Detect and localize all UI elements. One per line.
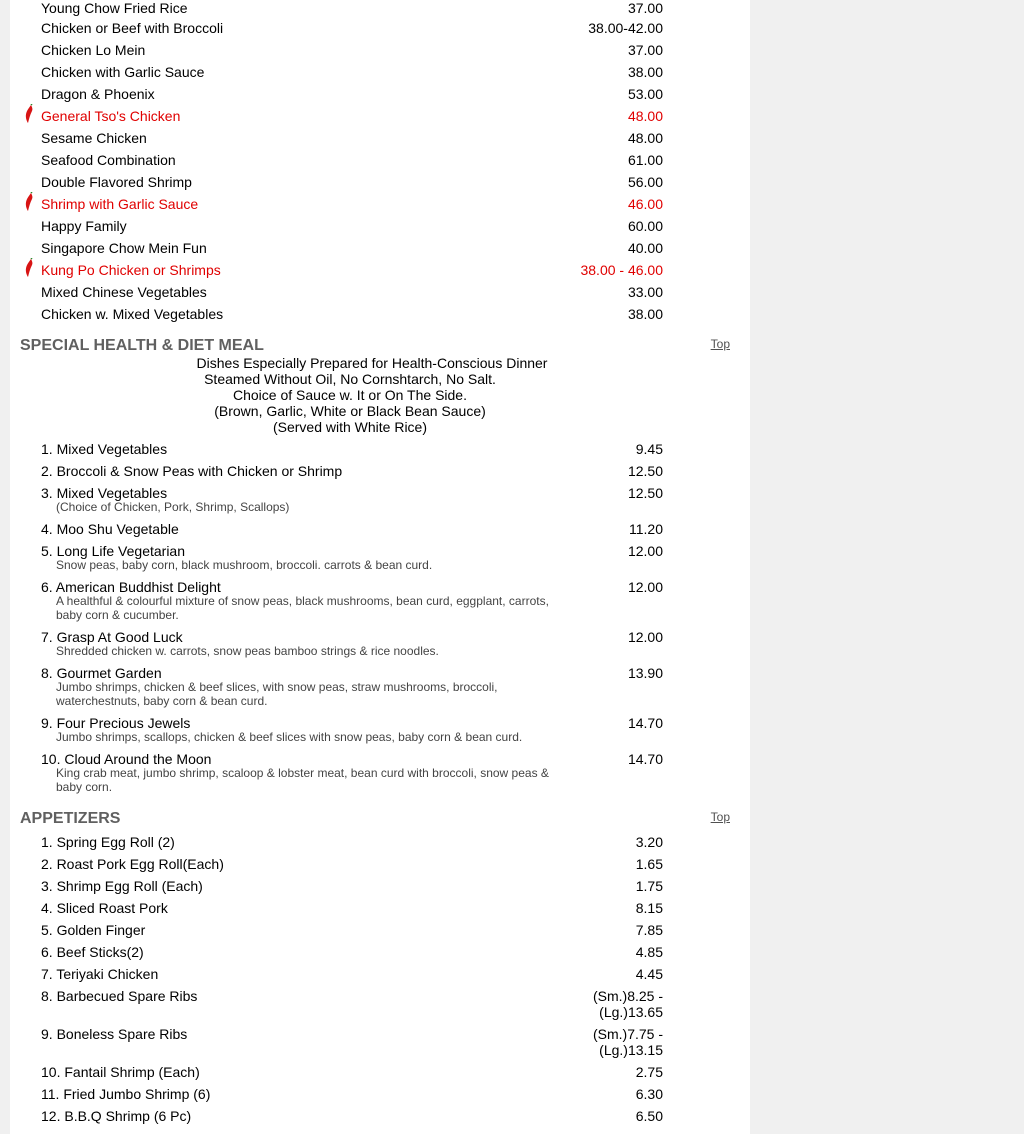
top-link[interactable]: Top <box>710 337 730 351</box>
item-price: 12.00 <box>627 629 663 645</box>
item-description: Jumbo shrimps, chicken & beef slices, with snow peas, straw mushrooms, broccoli, waterchestnuts, baby corn & bean curd. <box>56 680 498 708</box>
item-price: 12.00 <box>627 543 663 559</box>
item-name: 2. Broccoli & Snow Peas with Chicken or Shrimp <box>41 463 343 479</box>
item-name: 9. Four Precious Jewels <box>41 715 191 731</box>
intro-line: Choice of Sauce w. It or On The Side. <box>233 387 467 403</box>
item-description: A healthful & colourful mixture of snow peas, black mushrooms, bean curd, eggplant, carrots, baby corn & cucumber. <box>56 594 549 622</box>
item-name: 3. Shrimp Egg Roll (Each) <box>41 878 203 894</box>
item-name: Chicken w. Mixed Vegetables <box>41 306 224 322</box>
item-name: 6. American Buddhist Delight <box>41 579 221 595</box>
item-name: 5. Golden Finger <box>41 922 146 938</box>
item-price: 46.00 <box>627 196 663 212</box>
item-price: 60.00 <box>627 218 663 234</box>
item-name: 7. Teriyaki Chicken <box>41 966 159 982</box>
item-description: Shredded chicken w. carrots, snow peas bamboo strings & rice noodles. <box>56 644 439 658</box>
item-name: Chicken Lo Mein <box>41 42 146 58</box>
item-price: 6.30 <box>635 1086 663 1102</box>
item-price: 37.00 <box>627 42 663 58</box>
item-price: 11.20 <box>629 521 663 537</box>
item-name: 4. Sliced Roast Pork <box>41 900 168 916</box>
item-name: 10. Cloud Around the Moon <box>41 751 212 767</box>
chili-pepper-icon <box>22 104 36 124</box>
section-title-health: SPECIAL HEALTH & DIET MEAL <box>20 337 264 354</box>
item-price: 8.15 <box>635 900 663 916</box>
item-name: 2. Roast Pork Egg Roll(Each) <box>41 856 224 872</box>
item-name: 6. Beef Sticks(2) <box>41 944 144 960</box>
item-price: 40.00 <box>627 240 663 256</box>
item-name: Kung Po Chicken or Shrimps <box>41 262 221 278</box>
item-name: Double Flavored Shrimp <box>41 174 192 190</box>
item-price: 14.70 <box>627 715 663 731</box>
section-title-appetizers: APPETIZERS <box>20 810 121 827</box>
item-name: 1. Mixed Vegetables <box>41 441 168 457</box>
item-price: 4.85 <box>635 944 663 960</box>
item-name: 5. Long Life Vegetarian <box>41 543 186 559</box>
item-name: Chicken with Garlic Sauce <box>41 64 205 80</box>
item-price: 33.00 <box>627 284 663 300</box>
top-link[interactable]: Top <box>710 810 730 824</box>
item-price: 61.00 <box>627 152 663 168</box>
item-description: Jumbo shrimps, scallops, chicken & beef slices with snow peas, baby corn & bean curd. <box>56 730 523 744</box>
item-description: (Choice of Chicken, Pork, Shrimp, Scallops) <box>56 500 290 514</box>
item-price: 1.75 <box>635 878 663 894</box>
item-price: 1.65 <box>635 856 663 872</box>
item-name: Young Chow Fried Rice <box>41 0 188 16</box>
item-name: 12. B.B.Q Shrimp (6 Pc) <box>41 1108 192 1124</box>
item-name: Mixed Chinese Vegetables <box>41 284 207 300</box>
item-price: 6.50 <box>635 1108 663 1124</box>
item-price: 9.45 <box>635 441 663 457</box>
intro-line: Steamed Without Oil, No Cornshtarch, No Salt. <box>204 371 496 387</box>
item-name: 8. Barbecued Spare Ribs <box>41 988 198 1004</box>
item-price: 12.00 <box>627 579 663 595</box>
item-description: King crab meat, jumbo shrimp, scaloop & lobster meat, bean curd with broccoli, snow peas & baby corn. <box>56 766 549 794</box>
item-price: 38.00-42.00 <box>588 20 663 36</box>
item-name: 9. Boneless Spare Ribs <box>41 1026 188 1042</box>
menu-panel <box>10 0 750 1134</box>
item-price: 38.00 <box>627 64 663 80</box>
item-price: 48.00 <box>627 108 663 124</box>
chili-pepper-icon <box>22 192 36 212</box>
item-price: 12.50 <box>627 463 663 479</box>
item-name: Dragon & Phoenix <box>41 86 155 102</box>
item-price-large: (Lg.)13.15 <box>599 1042 663 1058</box>
item-name: 4. Moo Shu Vegetable <box>41 521 179 537</box>
item-price: 2.75 <box>635 1064 663 1080</box>
intro-line: Dishes Especially Prepared for Health-Conscious Dinner <box>196 355 548 371</box>
item-price: (Sm.)8.25 - <box>592 988 663 1004</box>
item-name: Chicken or Beef with Broccoli <box>41 20 224 36</box>
item-price: 3.20 <box>635 834 663 850</box>
item-price: 38.00 <box>627 306 663 322</box>
item-price: 13.90 <box>627 665 663 681</box>
item-price: 7.85 <box>635 922 663 938</box>
item-price: 56.00 <box>627 174 663 190</box>
item-name: General Tso's Chicken <box>41 108 181 124</box>
item-price: 37.00 <box>627 0 663 16</box>
item-name: 1. Spring Egg Roll (2) <box>41 834 175 850</box>
intro-line: (Brown, Garlic, White or Black Bean Sauce) <box>214 403 486 419</box>
item-name: Sesame Chicken <box>41 130 147 146</box>
item-name: 7. Grasp At Good Luck <box>41 629 183 645</box>
item-price: 12.50 <box>627 485 663 501</box>
item-name: 3. Mixed Vegetables <box>41 485 168 501</box>
item-name: Happy Family <box>41 218 127 234</box>
item-price: 53.00 <box>627 86 663 102</box>
chili-pepper-icon <box>22 258 36 278</box>
intro-line: (Served with White Rice) <box>272 419 428 435</box>
item-description: Snow peas, baby corn, black mushroom, broccoli. carrots & bean curd. <box>56 558 433 572</box>
item-price: (Sm.)7.75 - <box>592 1026 663 1042</box>
item-price: 48.00 <box>627 130 663 146</box>
item-price: 38.00 - 46.00 <box>580 262 663 278</box>
item-name: 8. Gourmet Garden <box>41 665 162 681</box>
item-price: 4.45 <box>635 966 663 982</box>
item-price-large: (Lg.)13.65 <box>599 1004 663 1020</box>
item-name: Singapore Chow Mein Fun <box>41 240 207 256</box>
item-name: Shrimp with Garlic Sauce <box>41 196 199 212</box>
item-price: 14.70 <box>627 751 663 767</box>
item-name: 10. Fantail Shrimp (Each) <box>41 1064 200 1080</box>
item-name: 11. Fried Jumbo Shrimp (6) <box>41 1086 211 1102</box>
item-name: Seafood Combination <box>41 152 176 168</box>
